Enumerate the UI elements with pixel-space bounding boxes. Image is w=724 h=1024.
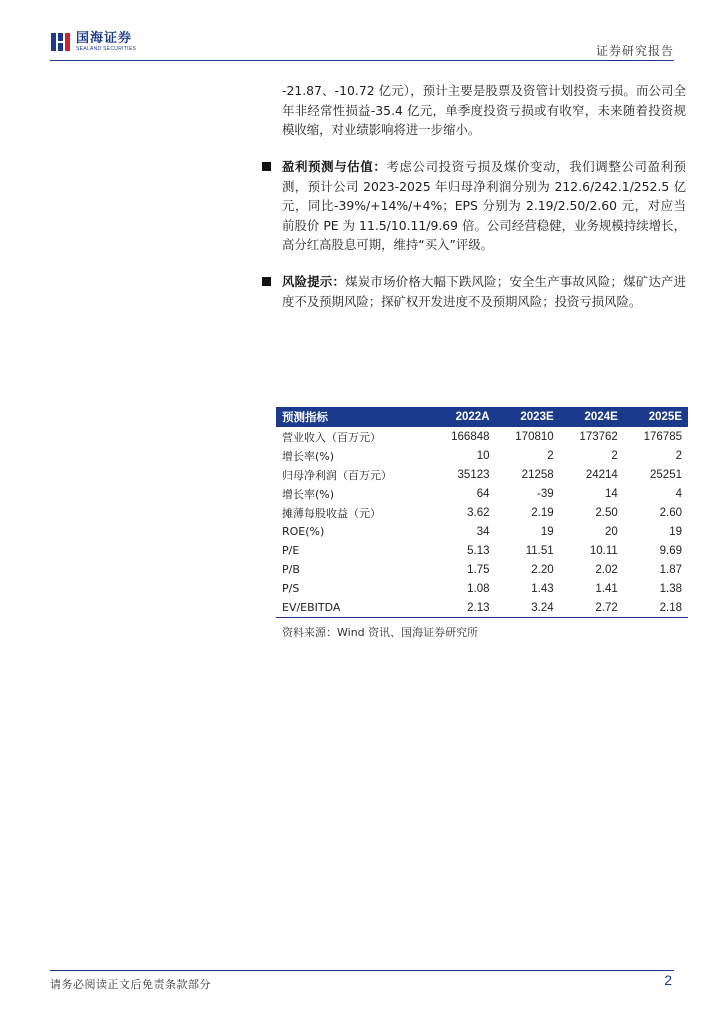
row-label: 摊薄每股收益（元） [282,506,381,520]
table-cell: 3.62 [467,506,490,519]
table-row [276,522,688,541]
bullet-text [282,272,686,311]
table-cell: 2 [547,449,554,462]
square-bullet-icon [262,162,271,171]
report-type-title: 证券研究报告 [595,44,674,58]
bullet-risk-warning [262,272,686,311]
logo-text-cn: 国海证券 [76,31,133,46]
table-cell: 2.50 [595,506,618,519]
table-row [276,465,688,484]
table-header-cell: 2025E [624,407,688,427]
table-cell: 21258 [521,468,554,481]
table-cell: 2.18 [624,598,688,618]
table-cell: 20 [605,525,618,538]
bullet-profit-forecast [262,157,686,255]
company-logo [50,30,136,54]
table-cell: 173762 [579,430,618,443]
disclaimer-note: 请务必阅读正文后免责条款部分 [50,978,211,991]
row-label: P/S [282,582,300,595]
header-divider [50,60,674,61]
table-cell: -39 [537,487,554,500]
table-cell: 3.24 [496,598,560,618]
table-cell: 170810 [515,430,554,443]
table-header-cell: 2024E [560,407,624,427]
row-label: P/E [282,544,300,557]
table-cell: 10 [476,449,490,462]
table-cell: 19 [540,525,554,538]
table-cell: 2.72 [560,598,624,618]
table-cell: 1.41 [595,582,618,595]
table-cell: 1.75 [467,563,490,576]
table-cell: 14 [605,487,618,500]
table-cell: 166848 [451,430,490,443]
table-cell: 9.69 [659,544,682,557]
table-source-note: 资料来源：Wind 资讯、国海证券研究所 [282,626,479,639]
table-cell: 1.38 [659,582,682,595]
square-bullet-icon [262,277,271,286]
bullet-title: 风险提示： [282,274,346,289]
bullet-title: 盈利预测与估值： [282,159,387,174]
footer-divider [50,970,674,971]
table-row [276,560,688,579]
row-label: 营业收入（百万元） [282,430,381,444]
table-cell: 2.60 [659,506,682,519]
table-header-cell: 2023E [496,407,560,427]
table-cell: 19 [669,525,682,538]
row-label: 归母净利润（百万元） [282,468,392,482]
table-row [276,579,688,598]
bullet-body: 考虑公司投资亏损及煤价变动，我们调整公司盈利预测，预计公司 2023-2025 年归母净利润分别为 212.6/242.1/252.5 亿元，同比-39%/+14%/+4%；EPS 分别为 2.19/2.50/2.60 元，对应当前股价 PE 为 11.5/10.11/9.69 倍。公司经营稳健，业务规模持续增长，高分红高股息可期，维持“买入”评级。 [282,159,687,252]
table-cell: 2 [611,449,618,462]
table-row [276,484,688,503]
table-row [276,598,688,618]
table-cell: 24214 [585,468,618,481]
table-cell: 2 [675,449,682,462]
bullet-text [282,157,686,255]
table-header-cell: 预测指标 [276,407,431,427]
row-label: 增长率(%) [282,449,335,463]
table-cell: 2.20 [531,563,554,576]
bullet-body: 煤炭市场价格大幅下跌风险；安全生产事故风险；煤矿达产进度不及预期风险；探矿权开发进度不及预期风险；投资亏损风险。 [282,274,687,309]
table-header-cell: 2022A [431,407,495,427]
row-label: EV/EBITDA [276,598,431,618]
table-cell: 10.11 [589,544,618,557]
table-cell: 1.43 [531,582,554,595]
row-label: ROE(%) [282,525,325,538]
body-paragraph: -21.87、-10.72 亿元），预计主要是股票及资管计划投资亏损。而公司全年非经常性损益-35.4 亿元，单季度投资亏损或有收窄，未来随着投资规模收缩，对业绩影响将进一步缩小。 [282,83,686,137]
page-header [0,0,724,62]
table-cell: 34 [476,525,490,538]
table-cell: 4 [675,487,682,500]
table-row [276,446,688,465]
table-cell: 2.19 [531,506,554,519]
table-cell: 2.13 [431,598,495,618]
table-cell: 25251 [650,468,682,481]
table-row [276,503,688,522]
row-label: 增长率(%) [282,487,335,501]
table-header-row [276,407,688,427]
table-cell: 64 [476,487,490,500]
table-cell: 35123 [457,468,490,481]
row-label: P/B [282,563,300,576]
forecast-table [276,407,688,618]
table-row [276,427,688,446]
table-cell: 11.51 [525,544,554,557]
page-number: 2 [664,972,672,988]
table-cell: 176785 [643,430,682,443]
table-cell: 1.87 [659,563,682,576]
table-cell: 1.08 [467,582,490,595]
table-row [276,541,688,560]
table-cell: 5.13 [467,544,490,557]
logo-text-en: SEALAND SECURITIES [76,46,137,52]
logo-mark-icon [50,31,72,53]
table-cell: 2.02 [595,563,618,576]
